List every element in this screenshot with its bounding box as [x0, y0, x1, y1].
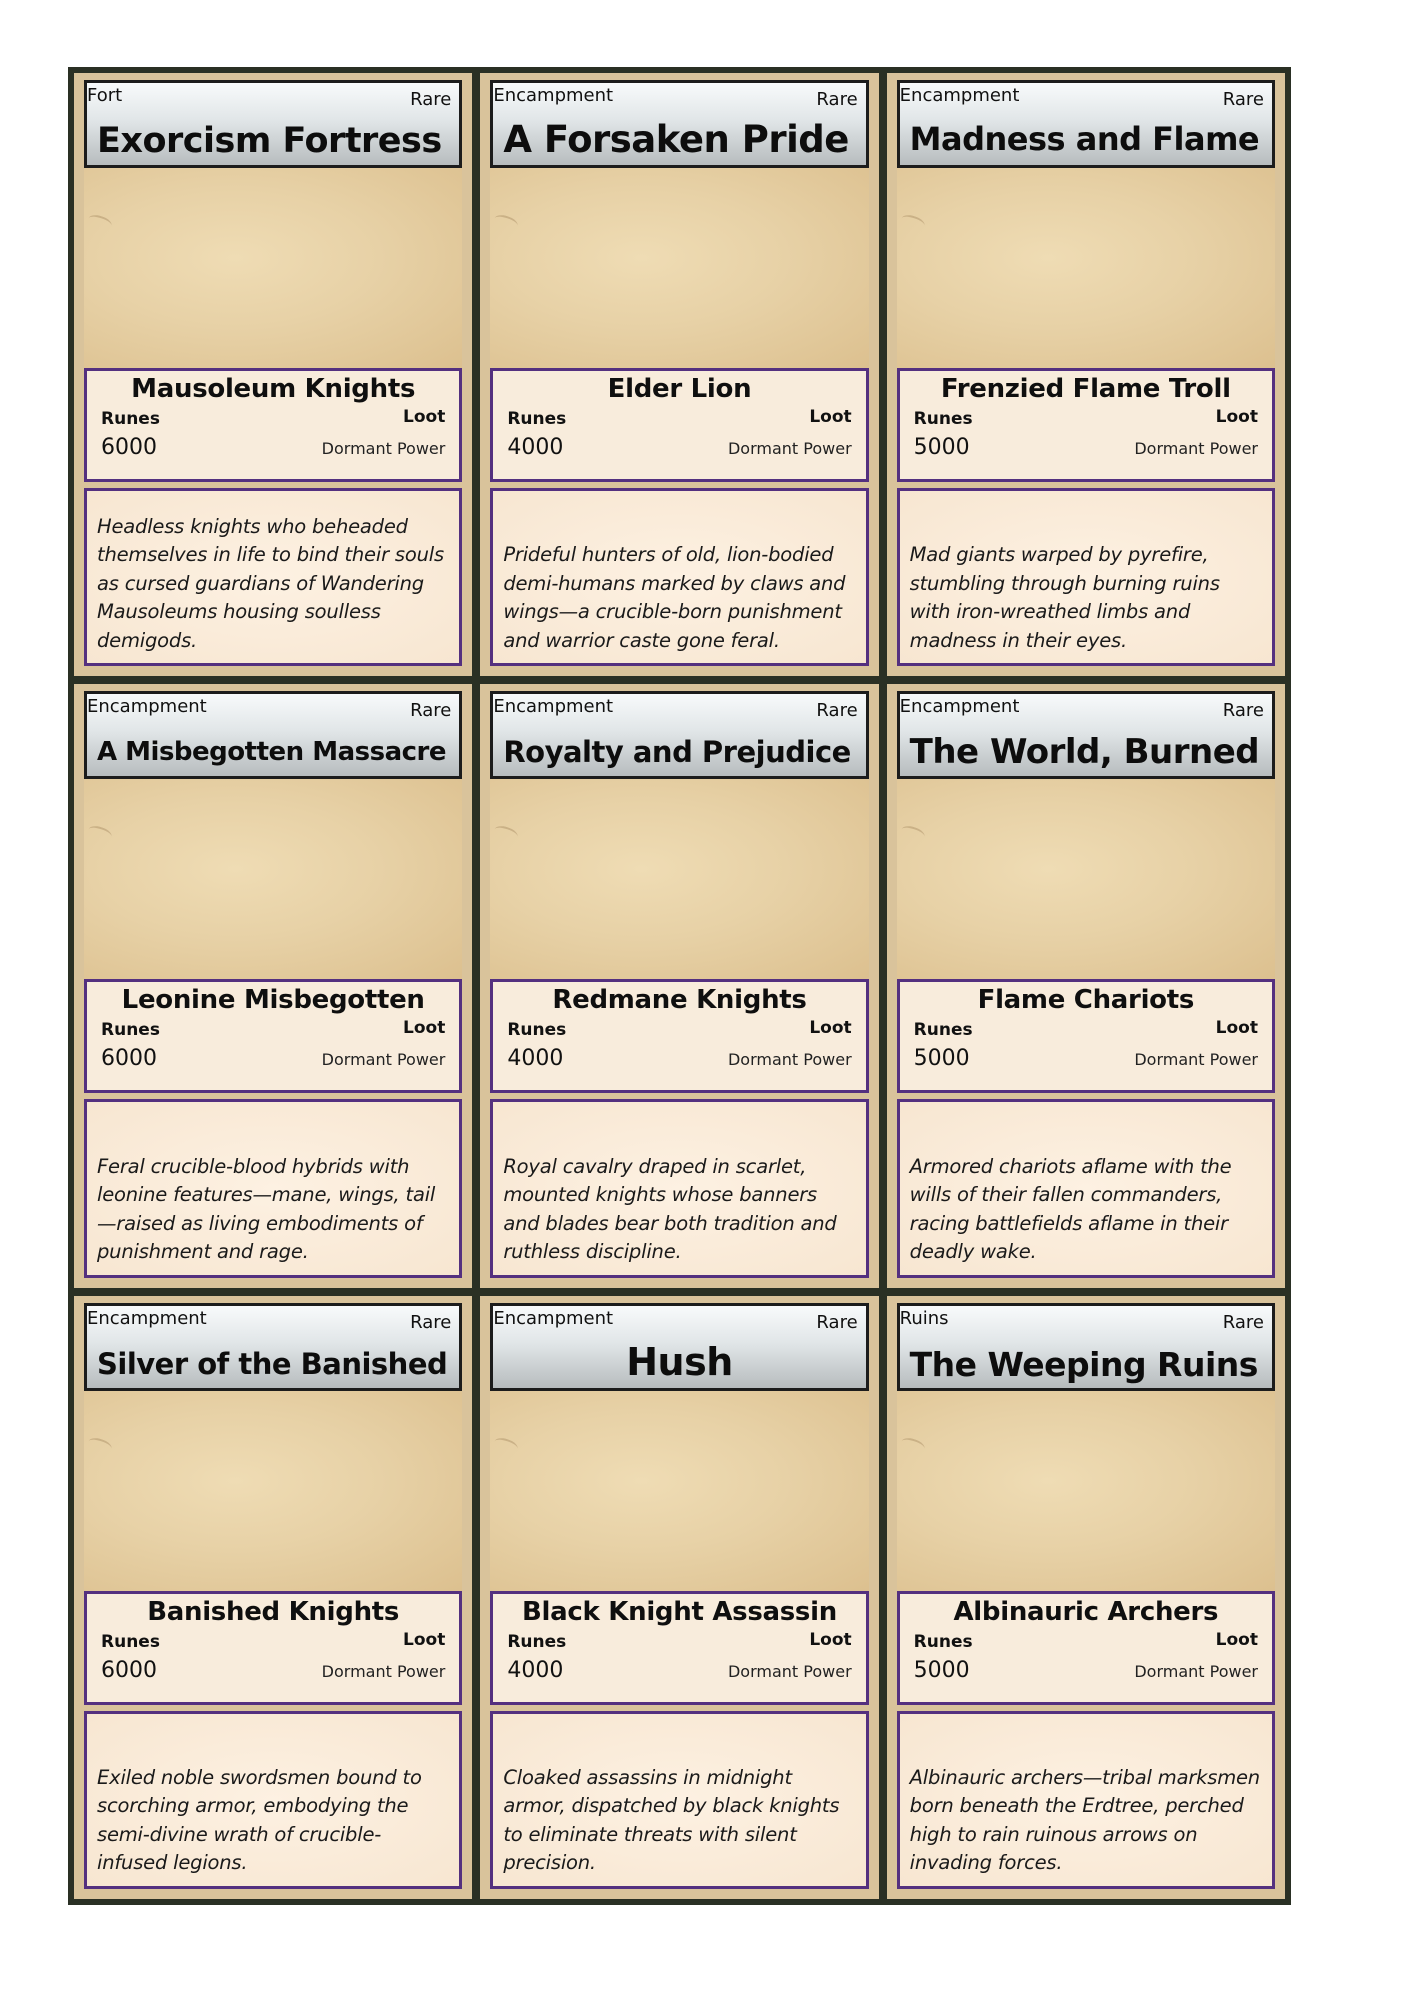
loot-value: Dormant Power: [321, 1661, 446, 1681]
card-description: Feral crucible-blood hybrids with leonine features—mane, wings, tail—raised as living embodiments of punishment and rage.: [97, 1154, 436, 1264]
loot-label: Loot: [403, 1629, 446, 1650]
title-box: [897, 691, 1275, 779]
card-rarity: Rare: [410, 1311, 452, 1333]
stat-box: [897, 979, 1275, 1093]
card-art: [490, 779, 868, 979]
runes-value: 6000: [101, 1657, 157, 1683]
runes-value: 4000: [507, 1657, 564, 1683]
runes-value: 6000: [101, 435, 157, 460]
loot-label: Loot: [403, 407, 446, 427]
enemy-name: Banished Knights: [147, 1596, 400, 1627]
loot-label: Loot: [1215, 1629, 1258, 1650]
card-title: Royalty and Prejudice: [503, 735, 851, 770]
card-the-weeping-ruins[interactable]: [887, 1296, 1285, 1899]
loot-value: Dormant Power: [321, 439, 446, 458]
enemy-name: Mausoleum Knights: [131, 374, 416, 404]
stat-box: [490, 368, 868, 482]
card-description: Exiled noble swordsmen bound to scorching armor, embodying the semi-divine wrath of crucible-infused legions.: [97, 1765, 422, 1875]
runes-label: Runes: [913, 409, 973, 429]
card-art: [84, 1391, 462, 1591]
description-box: [897, 1099, 1275, 1277]
description-box: [84, 1099, 462, 1277]
stat-box: [84, 979, 462, 1093]
card-royalty-and-prejudice[interactable]: [480, 684, 878, 1287]
description-box: [84, 488, 462, 666]
loot-label: Loot: [1215, 1018, 1258, 1039]
card-title: Silver of the Banished: [97, 1346, 448, 1381]
card-type: Ruins: [899, 1307, 949, 1329]
runes-label: Runes: [507, 409, 567, 429]
card-description: Mad giants warped by pyrefire, stumbling through burning ruins with iron-wreathed limbs and madness in their eyes.: [909, 543, 1220, 652]
title-box: [490, 691, 868, 779]
enemy-name: Leonine Misbegotten: [121, 985, 425, 1016]
card-exorcism-fortress[interactable]: [74, 73, 472, 676]
card-rarity: Rare: [410, 89, 452, 110]
card-art: [897, 779, 1275, 979]
stat-box: [84, 368, 462, 482]
card-art: [897, 1391, 1275, 1591]
card-art: [490, 1391, 868, 1591]
title-box: [897, 1303, 1275, 1391]
card-type: Fort: [87, 85, 123, 106]
card-type: Encampment: [493, 1307, 614, 1329]
card-silver-of-the-banished[interactable]: [74, 1296, 472, 1899]
card-art: [84, 779, 462, 979]
runes-value: 5000: [913, 1046, 970, 1072]
card-rarity: Rare: [1222, 89, 1264, 110]
loot-label: Loot: [1215, 407, 1258, 427]
card-type: Encampment: [899, 85, 1020, 106]
card-description: Cloaked assassins in midnight armor, dispatched by black knights to eliminate threats with silent precision.: [503, 1765, 840, 1875]
runes-label: Runes: [913, 1020, 973, 1041]
card-a-forsaken-pride[interactable]: [480, 73, 878, 676]
stat-box: [490, 1591, 868, 1705]
title-box: [84, 1303, 462, 1391]
enemy-name: Redmane Knights: [552, 985, 807, 1016]
description-box: [490, 1099, 868, 1277]
runes-label: Runes: [101, 1020, 160, 1041]
card-description: Royal cavalry draped in scarlet, mounted knights whose banners and blades bear both tradition and ruthless discipline.: [503, 1154, 837, 1264]
card-rarity: Rare: [1222, 1311, 1264, 1333]
card-rarity: Rare: [816, 89, 858, 110]
card-type: Encampment: [493, 696, 614, 718]
card-type: Encampment: [87, 1307, 207, 1329]
runes-value: 5000: [913, 435, 970, 460]
title-box: [84, 691, 462, 779]
enemy-name: Frenzied Flame Troll: [940, 374, 1231, 404]
loot-value: Dormant Power: [321, 1050, 446, 1070]
loot-value: Dormant Power: [1134, 1661, 1258, 1681]
card-madness-and-flame[interactable]: [887, 73, 1285, 676]
card-rarity: Rare: [816, 700, 858, 722]
card-rarity: Rare: [1222, 700, 1264, 722]
loot-value: Dormant Power: [1134, 439, 1258, 458]
stat-box: [84, 1591, 462, 1705]
runes-value: 6000: [101, 1046, 157, 1072]
card-title: A Forsaken Pride: [503, 118, 849, 161]
card-type: Encampment: [493, 85, 614, 106]
runes-label: Runes: [507, 1631, 567, 1652]
loot-label: Loot: [809, 407, 852, 427]
runes-label: Runes: [101, 1631, 160, 1652]
enemy-name: Flame Chariots: [977, 985, 1195, 1016]
title-box: [84, 80, 462, 168]
loot-label: Loot: [403, 1018, 446, 1039]
runes-label: Runes: [913, 1631, 973, 1652]
description-box: [490, 1711, 868, 1889]
card-hush[interactable]: [480, 1296, 878, 1899]
title-box: [897, 80, 1275, 168]
runes-label: Runes: [507, 1020, 567, 1041]
card-art: [84, 168, 462, 368]
enemy-name: Black Knight Assassin: [522, 1596, 837, 1627]
description-box: [897, 488, 1275, 666]
card-description: Albinauric archers—tribal marksmen born beneath the Erdtree, perched high to rain ruinous arrows on invading forces.: [909, 1765, 1260, 1875]
card-title: Hush: [626, 1339, 733, 1384]
enemy-name: Elder Lion: [607, 374, 752, 404]
runes-value: 4000: [507, 435, 564, 460]
card-rarity: Rare: [410, 700, 452, 722]
card-title: Exorcism Fortress: [97, 121, 442, 161]
loot-label: Loot: [809, 1018, 852, 1039]
title-box: [490, 80, 868, 168]
runes-label: Runes: [101, 409, 160, 429]
title-box: [490, 1303, 868, 1391]
runes-value: 5000: [913, 1657, 970, 1683]
card-title: A Misbegotten Massacre: [97, 737, 446, 768]
card-type: Encampment: [899, 696, 1020, 718]
card-art: [490, 168, 868, 368]
stat-box: [897, 368, 1275, 482]
card-art: [897, 168, 1275, 368]
loot-value: Dormant Power: [727, 439, 852, 458]
card-title: The Weeping Ruins: [909, 1344, 1258, 1384]
card-type: Encampment: [87, 696, 207, 718]
card-description: Armored chariots aflame with the wills of their fallen commanders, racing battlefields aflame in their deadly wake.: [909, 1154, 1232, 1264]
card-a-misbegotten-massacre[interactable]: [74, 684, 472, 1287]
stat-box: [490, 979, 868, 1093]
description-box: [897, 1711, 1275, 1889]
enemy-name: Albinauric Archers: [953, 1596, 1219, 1627]
loot-value: Dormant Power: [727, 1661, 852, 1681]
stat-box: [897, 1591, 1275, 1705]
card-rarity: Rare: [816, 1311, 858, 1333]
card-the-world-burned[interactable]: [887, 684, 1285, 1287]
loot-value: Dormant Power: [727, 1050, 852, 1070]
card-sheet: [68, 67, 1291, 1905]
loot-label: Loot: [809, 1629, 852, 1650]
card-description: Headless knights who beheaded themselves in life to bind their souls as cursed guardians of Wandering Mausoleums housing soulless demigods.: [97, 514, 444, 652]
loot-value: Dormant Power: [1134, 1050, 1258, 1070]
card-title: The World, Burned: [909, 732, 1260, 773]
card-title: Madness and Flame: [909, 120, 1260, 158]
description-box: [84, 1711, 462, 1889]
runes-value: 4000: [507, 1046, 564, 1072]
description-box: [490, 488, 868, 666]
card-description: Prideful hunters of old, lion-bodied demi-humans marked by claws and wings—a crucible-born punishment and warrior caste gone feral.: [503, 543, 846, 652]
